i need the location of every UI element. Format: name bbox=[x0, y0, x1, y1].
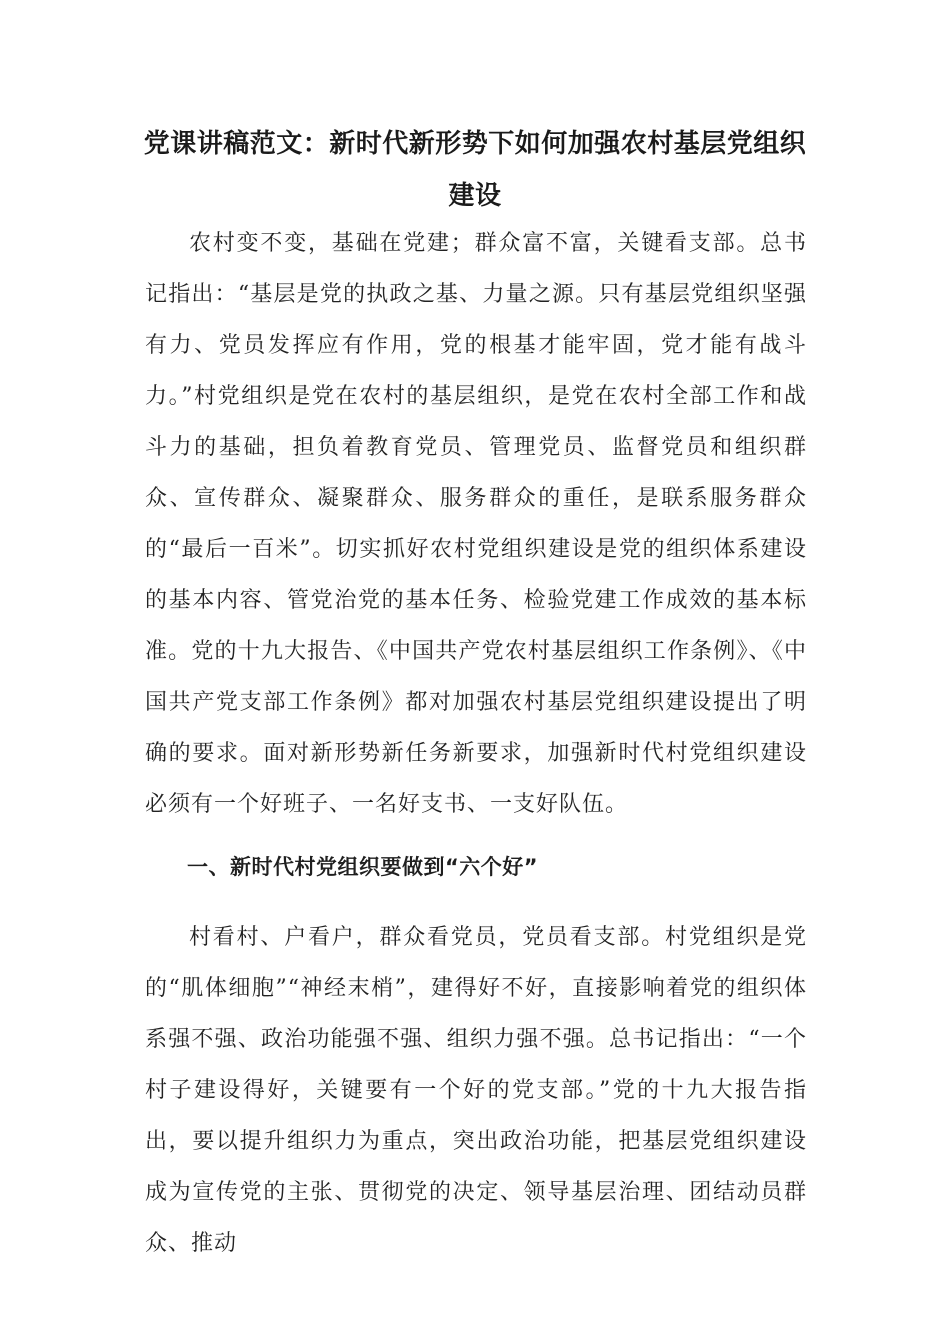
section-1-paragraph: 村看村、户看户，群众看党员，党员看支部。村党组织是党的“肌体细胞”“神经末梢”，建得好不好，直接影响着党的组织体系强不强、政治功能强不强、组织力强不强。总书记指出：“一个村子建设得好，关键要有一个好的党支部。”党的十九大报告指出，要以提升组织力为重点，突出政治功能，把基层党组织建设成为宣传党的主张、贯彻党的决定、领导基层治理、团结动员群众、推动 bbox=[145, 925, 807, 1256]
document-title: 党课讲稿范文：新时代新形势下如何加强农村基层党组织建设 bbox=[143, 129, 807, 211]
intro-paragraph: 农村变不变，基础在党建；群众富不富，关键看支部。总书记指出：“基层是党的执政之基、力量之源。只有基层党组织坚强有力、党员发挥应有作用，党的根基才能牢固，党才能有战斗力。”村党组织是党在农村的基层组织，是党在农村全部工作和战斗力的基础，担负着教育党员、管理党员、监督党员和组织群众、宣传群众、凝聚群众、服务群众的重任，是联系服务群众的“最后一百米”。切实抓好农村党组织建设是党的组织体系建设的基本内容、管党治党的基本任务、检验党建工作成效的基本标准。党的十九大报告、《中国共产党农村基层组织工作条例》、《中国共产党支部工作条例》都对加强农村基层党组织建设提出了明确的要求。面对新形势新任务新要求，加强新时代村党组织建设必须有一个好班子、一名好支书、一支好队伍。 bbox=[145, 231, 807, 817]
section-heading-1: 一、新时代村党组织要做到“六个好” bbox=[187, 855, 539, 879]
